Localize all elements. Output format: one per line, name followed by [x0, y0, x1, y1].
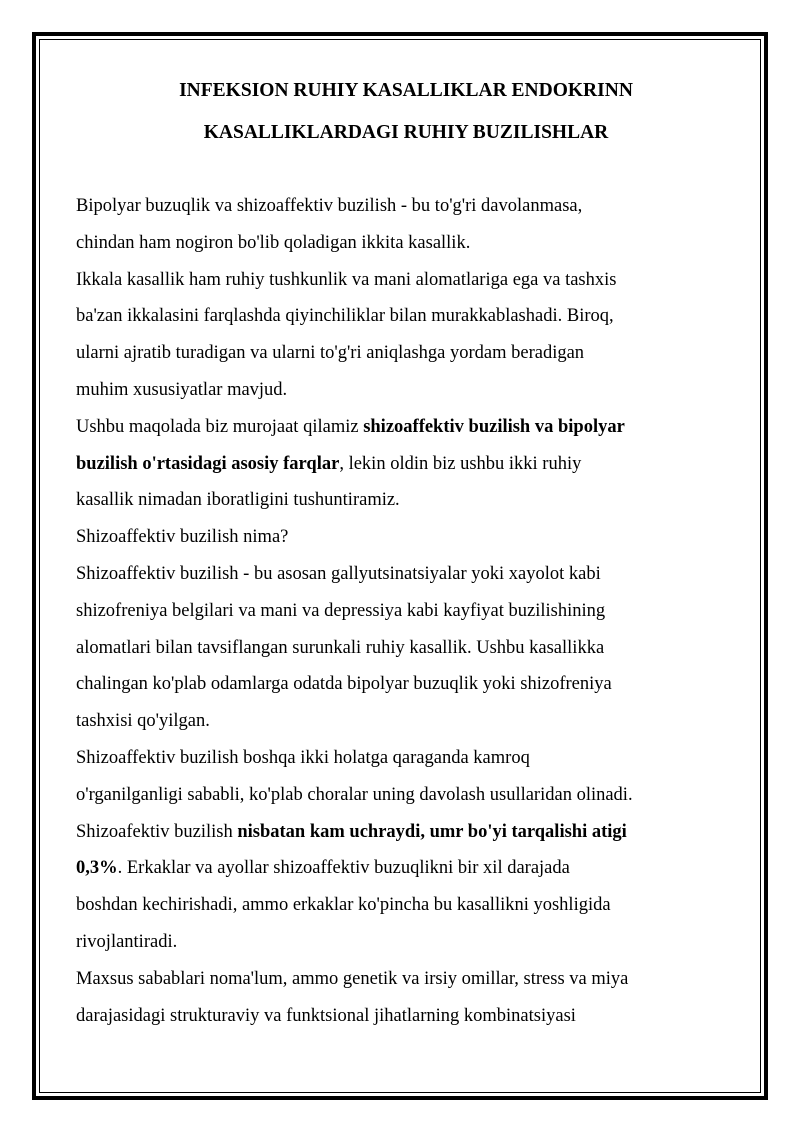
title-line-1: INFEKSION RUHIY KASALLIKLAR ENDOKRINN [179, 80, 633, 101]
text-line: darajasidagi strukturaviy va funktsional jihatlarning kombinatsiyasi [76, 1005, 576, 1026]
text-line [76, 850, 736, 887]
title-line-2: KASALLIKLARDAGI RUHIY BUZILISHLAR [203, 122, 609, 143]
text-line: chindan ham nogiron bo'lib qoladigan ikkita kasallik. [76, 232, 471, 253]
text-line: ba'zan ikkalasini farqlashda qiyinchiliklar bilan murakkablashadi. Biroq, [76, 306, 614, 327]
section-heading: Shizoaffektiv buzilish nima? [76, 527, 289, 548]
text-line: Bipolyar buzuqlik va shizoaffektiv buzilish - bu to'g'ri davolanmasa, [76, 196, 583, 216]
text-line [76, 409, 736, 446]
text-line: alomatlari bilan tavsiflangan surunkali ruhiy kasallik. Ushbu kasallikka [76, 637, 605, 658]
text-segment: . Erkaklar va ayollar shizoaffektiv buzuqlikni bir xil darajada [117, 858, 570, 879]
text-line: kasallik nimadan iboratligini tushuntiramiz. [76, 490, 400, 511]
document-title [76, 70, 736, 154]
bold-text: nisbatan kam uchraydi, umr bo'yi tarqalishi atigi [237, 821, 627, 842]
text-line: shizofreniya belgilari va mani va depressiya kabi kayfiyat buzilishining [76, 600, 606, 621]
text-line: ularni ajratib turadigan va ularni to'g'ri aniqlashga yordam beradigan [76, 343, 585, 364]
text-segment: , lekin oldin biz ushbu ikki ruhiy [339, 453, 582, 474]
text-line: rivojlantiradi. [76, 931, 178, 952]
text-segment: Ushbu maqolada biz murojaat qilamiz [76, 416, 364, 437]
bold-text: buzilish o'rtasidagi asosiy farqlar [76, 453, 340, 474]
document-page [76, 70, 736, 1034]
text-line: boshdan kechirishadi, ammo erkaklar ko'pincha bu kasallikni yoshligida [76, 895, 611, 916]
text-line: Ikkala kasallik ham ruhiy tushkunlik va mani alomatlariga ega va tashxis [76, 269, 617, 290]
text-line [76, 446, 736, 483]
text-line [76, 814, 736, 851]
text-segment: Shizoafektiv buzilish [76, 821, 238, 842]
document-body [76, 188, 736, 1034]
text-line: Maxsus sabablari noma'lum, ammo genetik va irsiy omillar, stress va miya [76, 968, 629, 989]
text-line: Shizoaffektiv buzilish - bu asosan gallyutsinatsiyalar yoki xayolot kabi [76, 563, 601, 584]
bold-text: 0,3% [76, 858, 118, 879]
text-line: chalingan ko'plab odamlarga odatda bipolyar buzuqlik yoki shizofreniya [76, 674, 612, 695]
text-line: o'rganilganligi sababli, ko'plab choralar uning davolash usullaridan olinadi. [76, 784, 633, 805]
text-line: muhim xususiyatlar mavjud. [76, 379, 288, 400]
text-line: Shizoaffektiv buzilish boshqa ikki holatga qaraganda kamroq [76, 747, 530, 768]
bold-text: shizoaffektiv buzilish va bipolyar [363, 416, 625, 437]
text-line: tashxisi qo'yilgan. [76, 711, 210, 732]
